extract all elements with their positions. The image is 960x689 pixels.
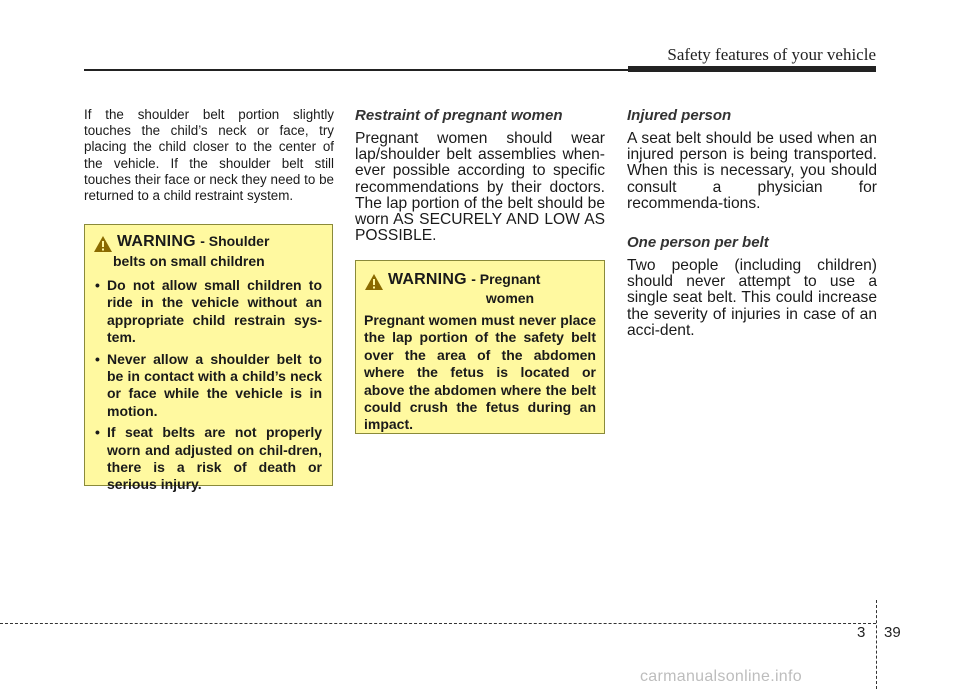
column-right <box>627 107 877 339</box>
header-rule-thick <box>628 66 876 72</box>
warning-label: WARNING <box>388 271 467 288</box>
page-number: 39 <box>884 624 901 641</box>
warning-triangle-icon <box>93 235 113 253</box>
warning-subtitle-line2: belts on small children <box>113 253 265 269</box>
section-body: A seat belt should be used when an injured person is being transported. When this is necessary, you should consult a physician for recommenda-tions. <box>627 130 877 212</box>
warning-box-shoulder-belts <box>84 224 333 493</box>
warning-title <box>93 233 322 253</box>
warning-subtitle-line2: women <box>485 290 535 306</box>
watermark: carmanualsonline.info <box>640 668 802 685</box>
warning-list <box>93 277 322 494</box>
warning-subtitle: - Pregnant <box>471 271 541 287</box>
section-body: Two people (including children) should never attempt to use a single seat belt. This could increase the severity of injuries in case of an acci-dent. <box>627 257 877 339</box>
column-middle <box>355 107 605 244</box>
section-heading: Injured person <box>627 107 732 124</box>
warning-title <box>364 271 596 291</box>
warning-box-pregnant-women <box>355 260 605 434</box>
warning-list-item: • Do not allow small children to ride in the vehicle without an appropriate child restrain sys-tem. <box>93 277 322 347</box>
footer-divider <box>876 600 877 689</box>
warning-list-item: • If seat belts are not properly worn and adjusted on chil-dren, there is a risk of death or serious injury. <box>93 424 322 494</box>
section-body: Pregnant women should wear lap/shoulder belt assemblies when-ever possible according to specific recommendations by their doctors. The lap portion of the belt should be worn AS SECURELY AND LOW AS POSSIBLE. <box>355 130 605 245</box>
section-heading: Restraint of pregnant women <box>355 107 563 124</box>
header-rule <box>84 69 628 71</box>
column-left <box>84 107 334 204</box>
warning-label: WARNING <box>117 233 196 250</box>
warning-subtitle: - Shoulder <box>200 233 270 249</box>
section-heading: One person per belt <box>627 234 769 252</box>
footer-rule <box>0 623 876 624</box>
warning-triangle-icon <box>364 273 384 291</box>
warning-list-item: • Never allow a shoulder belt to be in contact with a child’s neck or face while the vehicle is in motion. <box>93 351 322 421</box>
page-header-title: Safety features of your vehicle <box>667 45 876 64</box>
warning-body: Pregnant women must never place the lap portion of the safety belt over the area of the abdomen where the fetus is located or above the abdomen where the belt could crush the fetus during an impact. <box>364 312 596 433</box>
intro-paragraph: If the shoulder belt portion slightly touches the child’s neck or face, try placing the child closer to the center of the vehicle. If the shoulder belt still touches their face or neck they need to be returned to a child restraint system. <box>84 107 334 204</box>
chapter-number: 3 <box>857 624 866 641</box>
